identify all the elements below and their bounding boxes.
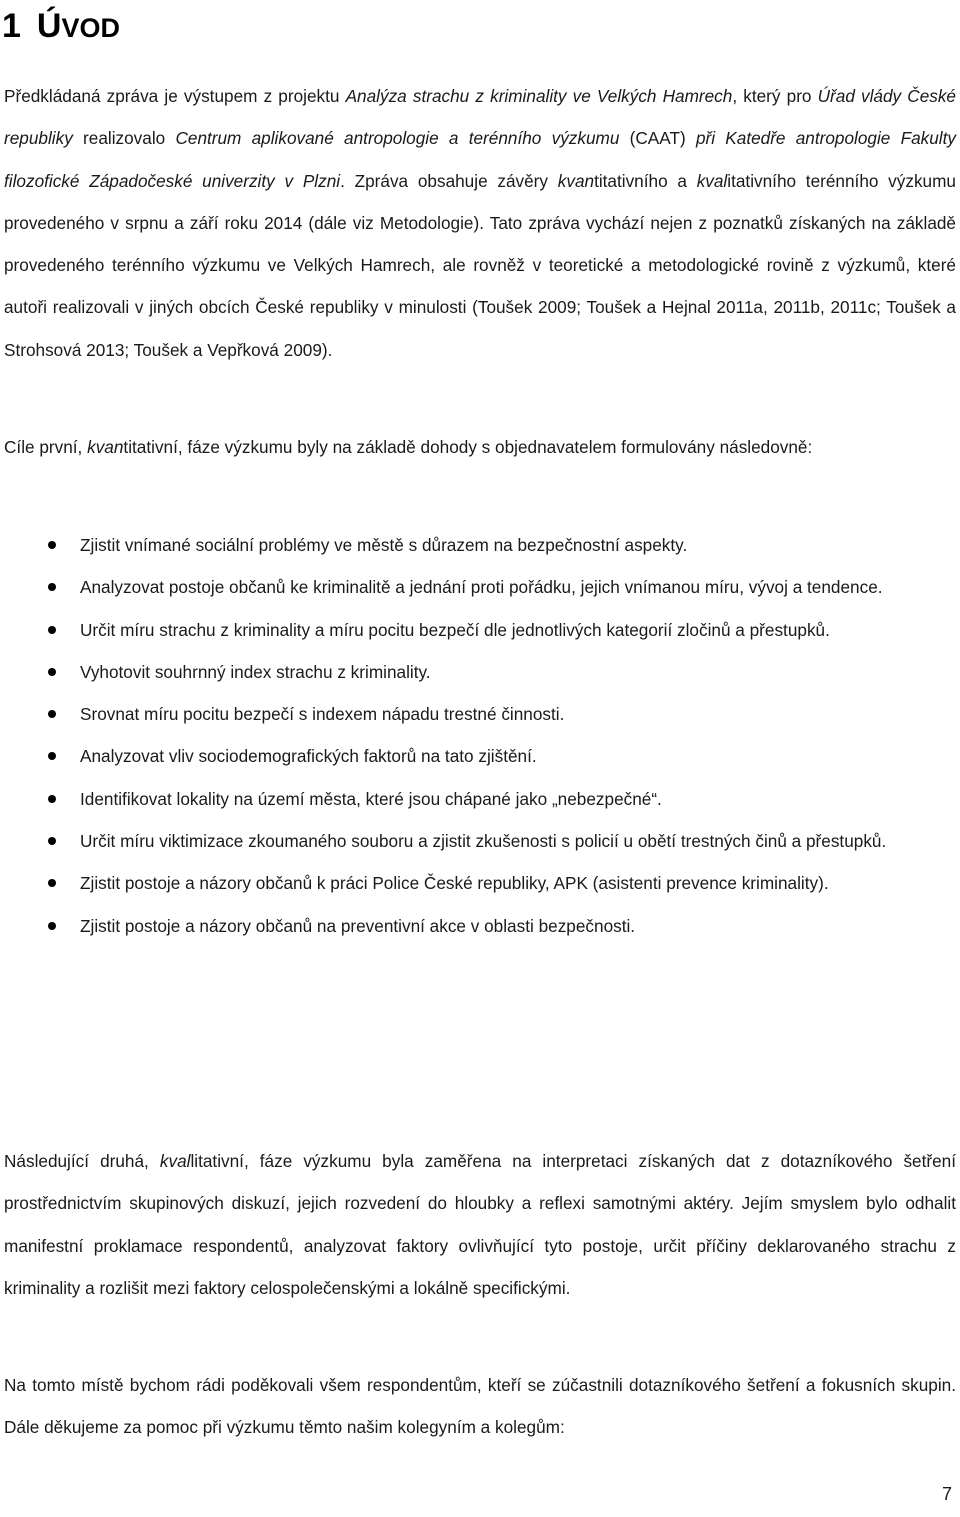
- list-item: [0, 524, 960, 566]
- emphasis-run: kvan: [557, 170, 595, 191]
- list-item-text: Analyzovat vliv sociodemografických faktorů na tato zjištění.: [80, 746, 537, 767]
- section-number: 1: [2, 7, 21, 45]
- list-item: [0, 735, 960, 777]
- page-number: 7: [941, 1484, 952, 1504]
- bullet-icon: [48, 583, 56, 591]
- list-item: [0, 609, 960, 651]
- text-run: titativní, fáze výzkumu byly na základě dohody s objednavatelem formulovány následovně:: [123, 437, 813, 457]
- text-run: Na tomto místě bychom rádi poděkovali všem respondentům, kteří se zúčastnili dotazníkového šetření a fokusních skupin. Dále děkujeme za pomoc při výzkumu těmto našim kolegyním a kolegům:: [4, 1375, 956, 1438]
- text-run: . Zpráva obsahuje závěry: [340, 170, 558, 191]
- text-run: , který pro: [732, 86, 818, 106]
- list-item-text: Analyzovat postoje občanů ke kriminalitě a jednání proti pořádku, jejich vnímanou míru, vývoj a tendence.: [80, 577, 883, 598]
- goals-paragraph: [4, 426, 956, 468]
- second-phase-paragraph: [4, 1140, 956, 1309]
- bullet-icon: [48, 879, 56, 887]
- bullet-icon: [48, 668, 56, 676]
- institution-name: Centrum aplikované antropologie a terénního výzkumu: [175, 128, 620, 149]
- bullet-icon: [48, 837, 56, 845]
- section-heading: [2, 2, 120, 52]
- list-item-text: Vyhotovit souhrnný index strachu z kriminality.: [80, 661, 431, 682]
- list-item: [0, 862, 960, 904]
- bullet-icon: [48, 541, 56, 549]
- text-run: Předkládaná zpráva je výstupem z projektu: [4, 86, 346, 106]
- text-run: Cíle první,: [4, 437, 88, 457]
- section-title-rest: VOD: [61, 13, 120, 43]
- list-item: [0, 820, 960, 862]
- emphasis-run: kval: [159, 1151, 191, 1171]
- intro-paragraph: [4, 75, 956, 371]
- list-item-text: Zjistit postoje a názory občanů k práci Police České republiky, APK (asistenti prevence kriminality).: [80, 873, 829, 894]
- list-item: [0, 566, 960, 608]
- emphasis-run: kvan: [87, 437, 124, 457]
- acknowledgement-paragraph: [4, 1364, 956, 1449]
- text-run: realizovalo: [72, 128, 176, 149]
- goals-list: [0, 524, 960, 947]
- bullet-icon: [48, 626, 56, 634]
- list-item: [0, 651, 960, 693]
- bullet-icon: [48, 710, 56, 718]
- section-title-initial: Ú: [36, 7, 62, 45]
- text-run: (CAAT): [619, 128, 696, 149]
- list-item: [0, 905, 960, 947]
- bullet-icon: [48, 795, 56, 803]
- department-name: při Katedře antropologie Fakulty filozofické Západočeské univerzity v Plzni: [4, 128, 956, 191]
- bullet-icon: [48, 922, 56, 930]
- emphasis-run: kval: [696, 170, 728, 191]
- text-run: titativního a: [594, 170, 697, 191]
- client-name: Úřad vlády České republiky: [4, 86, 956, 149]
- list-item-text: Srovnat míru pocitu bezpečí s indexem nápadu trestné činnosti.: [80, 704, 565, 725]
- list-item-text: Zjistit postoje a názory občanů na preventivní akce v oblasti bezpečnosti.: [80, 915, 636, 936]
- list-item: [0, 693, 960, 735]
- text-run: Následující druhá,: [4, 1151, 160, 1171]
- list-item-text: Zjistit vnímané sociální problémy ve městě s důrazem na bezpečnostní aspekty.: [80, 535, 688, 555]
- list-item-text: Určit míru strachu z kriminality a míru pocitu bezpečí dle jednotlivých kategorií zločinů a přestupků.: [80, 619, 830, 640]
- list-item-text: Identifikovat lokality na území města, které jsou chápané jako „nebezpečné“.: [80, 788, 662, 809]
- bullet-icon: [48, 752, 56, 760]
- text-run: itativního terénního výzkumu provedeného v srpnu a září roku 2014 (dále viz Metodologie). Tato zpráva vychází nejen z poznatků získaných na základě provedeného terénního výzkumu ve Velkých Hamrech, ale rovněž v teoretické a metodologické rovině z výzkumů, které autoři realizovali v jiných obcích České republiky v minulosti (Toušek 2009; Toušek a Hejnal 2011a, 2011b, 2011c; Toušek a Strohsová 2013; Toušek a Vepřková 2009).: [4, 170, 956, 360]
- list-item: [0, 778, 960, 820]
- text-run: litativní, fáze výzkumu byla zaměřena na interpretaci získaných dat z dotazníkového šetření prostřednictvím skupinových diskuzí, jejich rozvedení do hloubky a reflexi samotnými aktéry. Jejím smyslem bylo odhalit manifestní proklamace respondentů, analyzovat faktory ovlivňující tyto postoje, určit příčiny deklarovaného strachu z kriminality a rozlišit mezi faktory celospolečenskými a lokálně specifickými.: [4, 1151, 956, 1298]
- list-item-text: Určit míru viktimizace zkoumaného souboru a zjistit zkušenosti s policií u obětí trestných činů a přestupků.: [80, 831, 887, 852]
- project-title: Analýza strachu z kriminality ve Velkých Hamrech: [345, 86, 733, 106]
